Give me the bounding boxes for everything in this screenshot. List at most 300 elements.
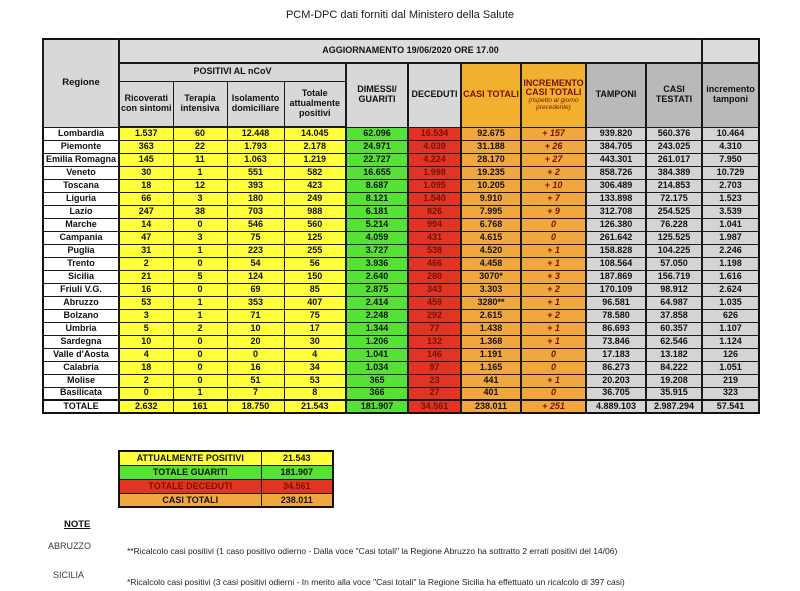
casi-totali-cell: 1.368 (461, 335, 521, 348)
tamponi-cell: 126.380 (586, 218, 646, 231)
dimessi-guariti-cell: 22.727 (346, 153, 408, 166)
isolamento-cell: 54 (227, 257, 284, 270)
ricoverati-cell: 53 (119, 296, 173, 309)
ricoverati-cell: 2.632 (119, 400, 173, 413)
isolamento-cell: 393 (227, 179, 284, 192)
region-cell: Lazio (43, 205, 119, 218)
table-row (43, 335, 759, 348)
incremento-casi-cell: + 2 (521, 309, 586, 322)
region-cell: Basilicata (43, 387, 119, 400)
tamponi-cell: 78.580 (586, 309, 646, 322)
deceduti-cell: 4.039 (408, 140, 461, 153)
region-cell: Bolzano (43, 309, 119, 322)
terapia-intensiva-cell: 0 (173, 218, 227, 231)
isolamento-cell: 0 (227, 348, 284, 361)
region-cell: Sicilia (43, 270, 119, 283)
dimessi-guariti-cell: 181.907 (346, 400, 408, 413)
incremento-casi-cell: + 1 (521, 244, 586, 257)
table-banner: AGGIORNAMENTO 19/06/2020 ORE 17.00 (119, 39, 702, 63)
incremento-tamponi-cell: 2.624 (702, 283, 759, 296)
deceduti-cell: 431 (408, 231, 461, 244)
incremento-tamponi-cell: 1.107 (702, 322, 759, 335)
dimessi-guariti-cell: 3.727 (346, 244, 408, 257)
legend-value: 181.907 (261, 465, 333, 479)
casi-testati-cell: 19.208 (646, 374, 702, 387)
incremento-casi-cell: + 157 (521, 127, 586, 140)
region-cell: Campania (43, 231, 119, 244)
ricoverati-cell: 0 (119, 387, 173, 400)
tamponi-cell: 939.820 (586, 127, 646, 140)
incremento-tamponi-cell: 3.539 (702, 205, 759, 218)
table-row (43, 140, 759, 153)
deceduti-cell: 77 (408, 322, 461, 335)
region-cell: Emilia Romagna (43, 153, 119, 166)
incremento-tamponi-cell: 7.950 (702, 153, 759, 166)
ricoverati-cell: 66 (119, 192, 173, 205)
incremento-casi-cell: 0 (521, 348, 586, 361)
incremento-casi-cell: + 2 (521, 283, 586, 296)
deceduti-cell: 23 (408, 374, 461, 387)
deceduti-cell: 16.534 (408, 127, 461, 140)
isolamento-cell: 551 (227, 166, 284, 179)
header-incremento-casi (521, 63, 586, 127)
ricoverati-cell: 3 (119, 309, 173, 322)
totale-positivi-cell: 255 (284, 244, 346, 257)
header-casi-testati: CASI TESTATI (646, 63, 702, 127)
table-row (43, 218, 759, 231)
totale-positivi-cell: 423 (284, 179, 346, 192)
incremento-tamponi-cell: 10.464 (702, 127, 759, 140)
dimessi-guariti-cell: 2.248 (346, 309, 408, 322)
region-cell: Piemonte (43, 140, 119, 153)
terapia-intensiva-cell: 5 (173, 270, 227, 283)
terapia-intensiva-cell: 0 (173, 335, 227, 348)
header-terapia-intensiva: Terapia intensiva (173, 81, 227, 127)
tamponi-cell: 443.301 (586, 153, 646, 166)
region-cell: Liguria (43, 192, 119, 205)
legend-label: TOTALE GUARITI (119, 465, 261, 479)
terapia-intensiva-cell: 0 (173, 257, 227, 270)
ricoverati-cell: 18 (119, 179, 173, 192)
isolamento-cell: 71 (227, 309, 284, 322)
table-row (43, 153, 759, 166)
incremento-tamponi-cell: 2.703 (702, 179, 759, 192)
legend-table (118, 450, 334, 508)
ricoverati-cell: 47 (119, 231, 173, 244)
region-cell: Lombardia (43, 127, 119, 140)
table-row (43, 166, 759, 179)
isolamento-cell: 18.750 (227, 400, 284, 413)
casi-testati-cell: 64.987 (646, 296, 702, 309)
terapia-intensiva-cell: 161 (173, 400, 227, 413)
table-row (43, 244, 759, 257)
incremento-casi-cell: + 251 (521, 400, 586, 413)
incremento-tamponi-cell: 1.035 (702, 296, 759, 309)
casi-testati-cell: 37.858 (646, 309, 702, 322)
deceduti-cell: 459 (408, 296, 461, 309)
casi-testati-cell: 13.182 (646, 348, 702, 361)
totale-positivi-cell: 56 (284, 257, 346, 270)
ricoverati-cell: 5 (119, 322, 173, 335)
tamponi-cell: 170.109 (586, 283, 646, 296)
casi-totali-cell: 3.303 (461, 283, 521, 296)
terapia-intensiva-cell: 38 (173, 205, 227, 218)
incremento-tamponi-cell: 126 (702, 348, 759, 361)
tamponi-cell: 312.708 (586, 205, 646, 218)
incremento-tamponi-cell: 1.124 (702, 335, 759, 348)
isolamento-cell: 7 (227, 387, 284, 400)
dimessi-guariti-cell: 1.344 (346, 322, 408, 335)
header-tamponi: TAMPONI (586, 63, 646, 127)
terapia-intensiva-cell: 1 (173, 166, 227, 179)
note-text-abruzzo: **Ricalcolo casi positivi (1 caso positivo odierno - Dalla voce "Casi totali" la Regione Abruzzo ha sottratto 2 errati positivi del 14/06) (127, 546, 618, 556)
deceduti-cell: 97 (408, 361, 461, 374)
deceduti-cell: 146 (408, 348, 461, 361)
isolamento-cell: 703 (227, 205, 284, 218)
ricoverati-cell: 2 (119, 257, 173, 270)
casi-testati-cell: 125.525 (646, 231, 702, 244)
casi-totali-cell: 19.235 (461, 166, 521, 179)
incremento-casi-cell: + 1 (521, 374, 586, 387)
casi-totali-cell: 10.205 (461, 179, 521, 192)
terapia-intensiva-cell: 3 (173, 192, 227, 205)
deceduti-cell: 466 (408, 257, 461, 270)
table-row (43, 348, 759, 361)
ricoverati-cell: 2 (119, 374, 173, 387)
casi-totali-cell: 238.011 (461, 400, 521, 413)
casi-testati-cell: 384.389 (646, 166, 702, 179)
casi-totali-cell: 28.170 (461, 153, 521, 166)
deceduti-cell: 280 (408, 270, 461, 283)
ricoverati-cell: 1.537 (119, 127, 173, 140)
incremento-tamponi-cell: 1.051 (702, 361, 759, 374)
dimessi-guariti-cell: 366 (346, 387, 408, 400)
region-cell: Calabria (43, 361, 119, 374)
table-row (43, 127, 759, 140)
casi-totali-cell: 2.615 (461, 309, 521, 322)
note-region-abruzzo: ABRUZZO (48, 541, 92, 551)
casi-testati-cell: 98.912 (646, 283, 702, 296)
incremento-casi-cell: + 26 (521, 140, 586, 153)
incremento-tamponi-cell: 1.616 (702, 270, 759, 283)
note-text-sicilia: *Ricalcolo casi positivi (3 casi positivi odierni - In merito alla voce "Casi totali" la Regione Sicilia ha effettuato un ricalcolo di 397 casi) (127, 577, 625, 587)
terapia-intensiva-cell: 11 (173, 153, 227, 166)
isolamento-cell: 1.793 (227, 140, 284, 153)
isolamento-cell: 75 (227, 231, 284, 244)
region-cell: Abruzzo (43, 296, 119, 309)
isolamento-cell: 223 (227, 244, 284, 257)
casi-testati-cell: 62.546 (646, 335, 702, 348)
totale-positivi-cell: 75 (284, 309, 346, 322)
region-cell: Marche (43, 218, 119, 231)
totale-positivi-cell: 560 (284, 218, 346, 231)
region-cell: Valle d'Aosta (43, 348, 119, 361)
casi-testati-cell: 243.025 (646, 140, 702, 153)
incremento-casi-cell: + 7 (521, 192, 586, 205)
casi-totali-cell: 1.438 (461, 322, 521, 335)
table-row (43, 192, 759, 205)
ricoverati-cell: 363 (119, 140, 173, 153)
dimessi-guariti-cell: 8.121 (346, 192, 408, 205)
tamponi-cell: 86.273 (586, 361, 646, 374)
casi-testati-cell: 84.222 (646, 361, 702, 374)
tamponi-cell: 384.705 (586, 140, 646, 153)
table-row (43, 231, 759, 244)
header-casi-totali: CASI TOTALI (461, 63, 521, 127)
note-region-sicilia: SICILIA (53, 570, 85, 580)
casi-testati-cell: 560.376 (646, 127, 702, 140)
incremento-tamponi-cell: 10.729 (702, 166, 759, 179)
terapia-intensiva-cell: 12 (173, 179, 227, 192)
incremento-tamponi-cell: 2.246 (702, 244, 759, 257)
incremento-casi-cell: 0 (521, 218, 586, 231)
incremento-casi-cell: + 1 (521, 257, 586, 270)
dimessi-guariti-cell: 4.059 (346, 231, 408, 244)
table-row (43, 374, 759, 387)
incremento-casi-cell: + 10 (521, 179, 586, 192)
region-cell: Molise (43, 374, 119, 387)
dimessi-guariti-cell: 2.875 (346, 283, 408, 296)
tamponi-cell: 96.581 (586, 296, 646, 309)
incremento-casi-cell: + 27 (521, 153, 586, 166)
totale-positivi-cell: 582 (284, 166, 346, 179)
dimessi-guariti-cell: 365 (346, 374, 408, 387)
casi-testati-cell: 60.357 (646, 322, 702, 335)
header-regione: Regione (43, 39, 119, 127)
table-body (43, 127, 759, 413)
incremento-casi-cell: + 9 (521, 205, 586, 218)
dimessi-guariti-cell: 5.214 (346, 218, 408, 231)
dimessi-guariti-cell: 16.655 (346, 166, 408, 179)
tamponi-cell: 306.489 (586, 179, 646, 192)
casi-testati-cell: 72.175 (646, 192, 702, 205)
dimessi-guariti-cell: 1.041 (346, 348, 408, 361)
region-cell: Trento (43, 257, 119, 270)
terapia-intensiva-cell: 1 (173, 244, 227, 257)
isolamento-cell: 546 (227, 218, 284, 231)
incremento-casi-cell: + 3 (521, 270, 586, 283)
totale-positivi-cell: 2.178 (284, 140, 346, 153)
terapia-intensiva-cell: 1 (173, 309, 227, 322)
incremento-casi-cell: + 1 (521, 322, 586, 335)
incremento-casi-cell: 0 (521, 387, 586, 400)
region-cell: Puglia (43, 244, 119, 257)
dimessi-guariti-cell: 2.414 (346, 296, 408, 309)
deceduti-cell: 4.224 (408, 153, 461, 166)
terapia-intensiva-cell: 60 (173, 127, 227, 140)
tamponi-cell: 73.846 (586, 335, 646, 348)
ricoverati-cell: 247 (119, 205, 173, 218)
legend-value: 21.543 (261, 451, 333, 465)
terapia-intensiva-cell: 0 (173, 283, 227, 296)
isolamento-cell: 180 (227, 192, 284, 205)
dimessi-guariti-cell: 1.206 (346, 335, 408, 348)
terapia-intensiva-cell: 0 (173, 374, 227, 387)
table-row (43, 283, 759, 296)
casi-totali-cell: 4.458 (461, 257, 521, 270)
totale-positivi-cell: 30 (284, 335, 346, 348)
totale-positivi-cell: 150 (284, 270, 346, 283)
tamponi-cell: 158.828 (586, 244, 646, 257)
tamponi-cell: 108.564 (586, 257, 646, 270)
table-row (43, 205, 759, 218)
header-positivi-group: POSITIVI AL nCoV (119, 63, 346, 81)
notes-heading: NOTE (64, 519, 91, 530)
isolamento-cell: 353 (227, 296, 284, 309)
isolamento-cell: 51 (227, 374, 284, 387)
terapia-intensiva-cell: 0 (173, 348, 227, 361)
ricoverati-cell: 16 (119, 283, 173, 296)
terapia-intensiva-cell: 1 (173, 296, 227, 309)
totale-positivi-cell: 988 (284, 205, 346, 218)
legend-label: ATTUALMENTE POSITIVI (119, 451, 261, 465)
totale-positivi-cell: 8 (284, 387, 346, 400)
casi-testati-cell: 2.987.294 (646, 400, 702, 413)
legend-value: 34.561 (261, 479, 333, 493)
totale-positivi-cell: 17 (284, 322, 346, 335)
incremento-tamponi-cell: 323 (702, 387, 759, 400)
isolamento-cell: 10 (227, 322, 284, 335)
ricoverati-cell: 10 (119, 335, 173, 348)
dimessi-guariti-cell: 62.096 (346, 127, 408, 140)
table-row (43, 257, 759, 270)
casi-totali-cell: 401 (461, 387, 521, 400)
legend-label: CASI TOTALI (119, 493, 261, 507)
tamponi-cell: 4.889.103 (586, 400, 646, 413)
legend-row (119, 465, 333, 479)
dimessi-guariti-cell: 8.687 (346, 179, 408, 192)
casi-totali-cell: 9.910 (461, 192, 521, 205)
ricoverati-cell: 14 (119, 218, 173, 231)
table-row (43, 387, 759, 400)
isolamento-cell: 124 (227, 270, 284, 283)
casi-totali-cell: 441 (461, 374, 521, 387)
tamponi-cell: 86.693 (586, 322, 646, 335)
dimessi-guariti-cell: 1.034 (346, 361, 408, 374)
incremento-tamponi-cell: 1.198 (702, 257, 759, 270)
deceduti-cell: 1.095 (408, 179, 461, 192)
totale-positivi-cell: 53 (284, 374, 346, 387)
incremento-casi-cell: + 1 (521, 335, 586, 348)
casi-testati-cell: 57.050 (646, 257, 702, 270)
terapia-intensiva-cell: 1 (173, 387, 227, 400)
totale-positivi-cell: 21.543 (284, 400, 346, 413)
totale-positivi-cell: 34 (284, 361, 346, 374)
dimessi-guariti-cell: 3.936 (346, 257, 408, 270)
header-incremento-label: INCREMENTO CASI TOTALI (523, 77, 584, 98)
ricoverati-cell: 4 (119, 348, 173, 361)
header-ricoverati: Ricoverati con sintomi (119, 81, 173, 127)
incremento-tamponi-cell: 1.523 (702, 192, 759, 205)
casi-totali-cell: 6.768 (461, 218, 521, 231)
covid-data-table (42, 38, 760, 414)
deceduti-cell: 1.540 (408, 192, 461, 205)
casi-totali-cell: 3280** (461, 296, 521, 309)
incremento-tamponi-cell: 1.041 (702, 218, 759, 231)
tamponi-cell: 36.705 (586, 387, 646, 400)
incremento-tamponi-cell: 219 (702, 374, 759, 387)
region-cell: Veneto (43, 166, 119, 179)
ricoverati-cell: 30 (119, 166, 173, 179)
deceduti-cell: 1.998 (408, 166, 461, 179)
casi-testati-cell: 35.915 (646, 387, 702, 400)
ricoverati-cell: 145 (119, 153, 173, 166)
incremento-tamponi-cell: 626 (702, 309, 759, 322)
ricoverati-cell: 18 (119, 361, 173, 374)
casi-testati-cell: 156.719 (646, 270, 702, 283)
deceduti-cell: 994 (408, 218, 461, 231)
table-row (43, 296, 759, 309)
deceduti-cell: 292 (408, 309, 461, 322)
tamponi-cell: 261.642 (586, 231, 646, 244)
terapia-intensiva-cell: 3 (173, 231, 227, 244)
header-isolamento: Isolamento domiciliare (227, 81, 284, 127)
deceduti-cell: 343 (408, 283, 461, 296)
deceduti-cell: 538 (408, 244, 461, 257)
total-row (43, 400, 759, 413)
region-cell: Umbria (43, 322, 119, 335)
terapia-intensiva-cell: 2 (173, 322, 227, 335)
casi-totali-cell: 1.191 (461, 348, 521, 361)
legend-row (119, 451, 333, 465)
totale-positivi-cell: 14.045 (284, 127, 346, 140)
isolamento-cell: 20 (227, 335, 284, 348)
tamponi-cell: 858.726 (586, 166, 646, 179)
header-deceduti: DECEDUTI (408, 63, 461, 127)
totale-positivi-cell: 407 (284, 296, 346, 309)
header-incremento-subtitle: (rispetto al giorno precedente) (528, 97, 579, 112)
table-row (43, 270, 759, 283)
casi-testati-cell: 104.225 (646, 244, 702, 257)
totale-positivi-cell: 85 (284, 283, 346, 296)
deceduti-cell: 34.561 (408, 400, 461, 413)
casi-testati-cell: 261.017 (646, 153, 702, 166)
region-cell: Toscana (43, 179, 119, 192)
casi-testati-cell: 76.228 (646, 218, 702, 231)
casi-totali-cell: 4.520 (461, 244, 521, 257)
terapia-intensiva-cell: 22 (173, 140, 227, 153)
casi-totali-cell: 4.615 (461, 231, 521, 244)
dimessi-guariti-cell: 2.640 (346, 270, 408, 283)
header-dimessi-guariti: DIMESSI/ GUARITI (346, 63, 408, 127)
deceduti-cell: 826 (408, 205, 461, 218)
isolamento-cell: 12.448 (227, 127, 284, 140)
casi-testati-cell: 214.853 (646, 179, 702, 192)
tamponi-cell: 20.203 (586, 374, 646, 387)
ricoverati-cell: 21 (119, 270, 173, 283)
totale-positivi-cell: 1.219 (284, 153, 346, 166)
tamponi-cell: 133.898 (586, 192, 646, 205)
table-row (43, 179, 759, 192)
table-row (43, 322, 759, 335)
dimessi-guariti-cell: 6.181 (346, 205, 408, 218)
deceduti-cell: 132 (408, 335, 461, 348)
legend-row (119, 493, 333, 507)
ricoverati-cell: 31 (119, 244, 173, 257)
terapia-intensiva-cell: 0 (173, 361, 227, 374)
isolamento-cell: 16 (227, 361, 284, 374)
incremento-casi-cell: + 1 (521, 296, 586, 309)
incremento-tamponi-cell: 4.310 (702, 140, 759, 153)
legend-label: TOTALE DECEDUTI (119, 479, 261, 493)
tamponi-cell: 187.869 (586, 270, 646, 283)
casi-totali-cell: 3070* (461, 270, 521, 283)
legend-row (119, 479, 333, 493)
totale-positivi-cell: 125 (284, 231, 346, 244)
region-cell: Sardegna (43, 335, 119, 348)
casi-totali-cell: 7.995 (461, 205, 521, 218)
dimessi-guariti-cell: 24.971 (346, 140, 408, 153)
